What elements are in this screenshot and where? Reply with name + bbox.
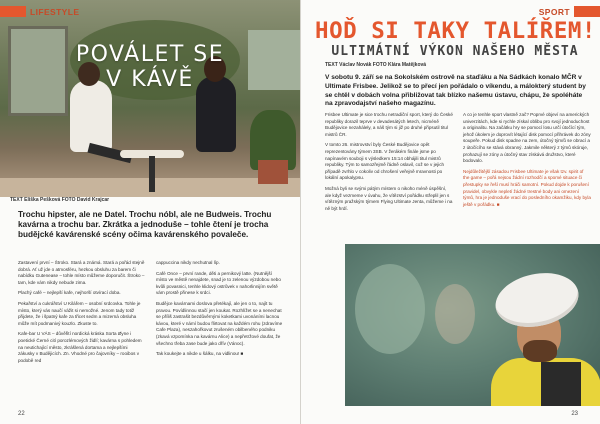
article-body [325,112,591,216]
frisbee-disc-icon [491,266,584,334]
frisbee-player-photo [345,244,600,406]
article-title-line1: POVÁLET SE [75,42,225,67]
paragraph: cappuccina nikdy nechutnal líp. [156,260,220,265]
paragraph: Frisbee Ultimate je sice trochu netradiční sport, který do České republiky dorazil teprve v devadesátých letech, nicméně Budějovice nezahálely, a náš tým si již po druhé připsutil titul mistrů ČR. [325,112,453,137]
section-label-sport: SPORT [539,6,600,17]
text-column-2 [156,260,283,368]
lead-paragraph: Trochu hipster, ale ne Datel. Trochu nóbl, ale ne Budweis. Trochu kavárna a trochu bar. Zkrátka a jednoduše – tohle čtení je trocha budějcké kavárenské scény očima kavárenského povaleče. [18,210,272,239]
paragraph: Možná byli se svými pátým místem o nikoho méně úspěšní, ale když vezmeme v úvahu, že vítězství pořádku střeplil jen s vítězným pražským týmem Flying Ultimate Jenta, můžeme i na ně být hrdí. [325,185,453,211]
paragraph: Budějce kavárnami doslova přetékají, ale jen o to, najít tu pravou. Povídlinnou stačí jen koukat. Rozhlížet se a nenechat se příliš zastrašit bezdůvěrnými koketkami uvonáními lacnou kávou, které v námí budou flirtovat na každém rohu (zdravíme Cafe Plaza), neszahořkovut zrušeném obilbeného podniku (zkavá vzpomínka na kavárnu Alice) a nepřetržové doufat, že všechno třeba zase bude jako dřív (Vánoc). [156,300,283,346]
author-credit: TEXT Václav Novák FOTO Klára Matějková [325,62,427,68]
right-page [300,0,600,424]
paragraph: Tak koukejte a nikde u šálku, na vidlinou! ■ [156,351,244,357]
paragraph: Café Once – první rande, děti a pernikový latte. (Nutnější místo ve městě nenajdete, snad je to zelenou výzdobou nebo kvůli povasnici, tenhle klidový ostrůvek v nahorlinnijím světě vám prostě přinese k srdci. [156,270,281,296]
cafe-photo [0,0,300,197]
paragraph-highlight: Nejdůležitější zásadou Frisbee Ultimate je však tzv. spirit of the game – pořá nejsou žádní rozhodčí a spomé situace či přestupky se řeší musí hráči samotní. Pokud dojde k porušení pravidel, obvykle nepletí žádné trestné body ani omezení týmů, hra je jednoduše vrací do posledního okamžiku, kdy byla ještě v pořádku. ■ [463,168,591,207]
article-title: HOĎ SI TAKY TALÍŘEM! [315,18,596,44]
lead-paragraph: V sobotu 9. září se na Sokolském ostrově na staďáku a Na Sádkách konalo MČR v Ultimate Frisbee. Jelikož se to přecí jen pořádalo o víkendu, a málokterý student by se chtěl v dobách volna přibližovat tak blízko našemu ústavu, chápu, že spoléháte na zpravodajství našeho magazínu. [325,74,586,108]
page-number: 22 [18,411,25,417]
text-column-1 [18,260,145,368]
paragraph: Kafe-bar U VÁS – důvěřití nordická kráska Sorta Øyne i poetické Černé cití porozlémových židlí; kavárna s pohledem na neutichající město, zkrášlená dortama a nejlepšími zákusky v Budějicích. Zn. Vhodné pro čajovníky – rooibos v podobě red [18,331,142,363]
article-body [18,260,284,368]
text-column-2 [463,112,591,216]
text-column-1 [325,112,453,216]
photo-credit: TEXT Eliška Pešková FOTO David Krajcar [10,197,110,203]
paragraph: Plachý café – nejlepší kafe, nejhorší otvírací doba. [18,290,121,296]
paragraph: Pekařství a cukrářství U Kilářem – osobní srdcovka. Tohle je místo, který vás naučí vážit si nemožné. Jenom tady totiž přijdete, že i špatný kafe za třicet sedm a mizerná obsluha může mít podmanivý kouzlo. Zkuste to. [18,300,141,326]
paragraph: A co je tenhle sport vlastně zač? Poprvé objeví na amerických univerzitách, kde si rychle získal oblibu pro svojí jednoduchost a originalitu. Na začátku hry se pomocí losu určí útočící tým, jehož úkolem je doprovít létající disk pomocí přihrávek do zóny soupeře. Pokud disk spadne na zem, útočný tým/ů se obrací a z útočícího se stává obranný. Jakmile některý z týmů skóruje, prohazují se zóny a útočný stav získává družstvo, které bodovalo. [463,112,591,164]
section-tag-icon [574,6,600,17]
section-tag-icon [0,6,26,17]
article-subtitle: ULTIMÁTNÍ VÝKON NAŠEHO MĚSTA [331,44,579,59]
article-title-line2: V KÁVĚ [106,67,194,92]
page-number: 23 [571,411,578,417]
paragraph: V tomto 26. mistrovství byly České Budějovice opět reprezentovány týmem 3SB. V žerákém finále jsme po napínavém souboji s výsledkem 15:14 obhájili titul mistrů republiky. Tým to samozřejmě řádně oslavil, což se v jejich případě zvrhlo v cokoliv od chrošení veřejně mravnosti po lokální apokalypsu. [325,142,445,181]
paragraph: Zastavení první – Štroko. Stará a známá. Stará a pořád stejně dobrá. Ať už jde o atmosféru, hezkou obsluhu za barem či nabídku Gutenease – tohle místo můžeme doporučit. Štroko – tam, kde vám nikdy nebude zima. [18,260,145,285]
section-label-lifestyle: LIFESTYLE [0,6,79,17]
